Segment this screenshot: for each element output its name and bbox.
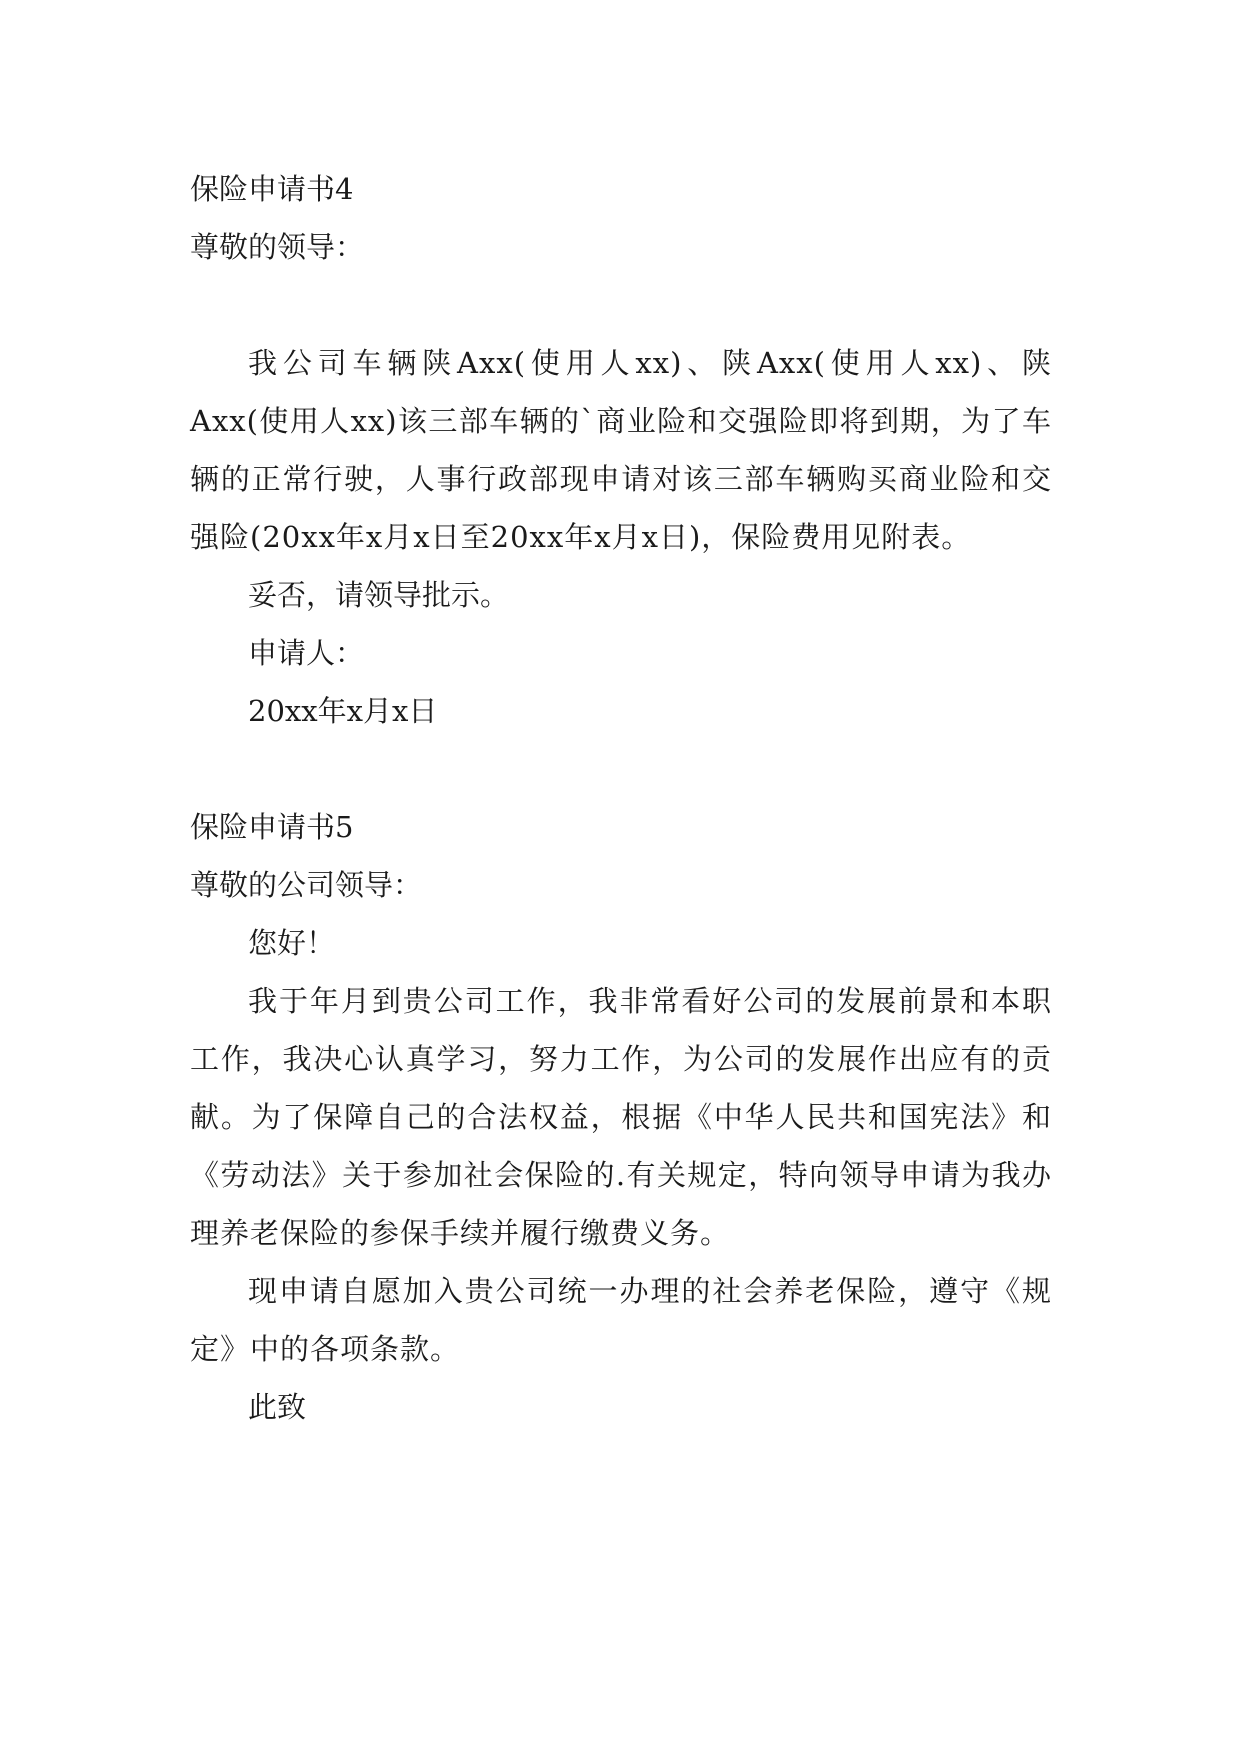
section-title: 保险申请书5 (190, 810, 354, 844)
spacer (190, 276, 1052, 334)
body-paragraph: 我于年月到贵公司工作，我非常看好公司的发展前景和本职工作，我决心认真学习，努力工作，为公司的发展作出应有的贡献。为了保障自己的合法权益，根据《中华人民共和国宪法》和《劳动法》关于参加社会保险的.有关规定，特向领导申请为我办理养老保险的参保手续并履行缴费义务。 (190, 984, 1052, 1250)
application-section-4 (190, 160, 1052, 740)
approval-request: 妥否，请领导批示。 (248, 578, 510, 612)
application-section-5 (190, 798, 1052, 1436)
salutation: 尊敬的公司领导： (190, 868, 423, 902)
section-title: 保险申请书4 (190, 172, 354, 206)
greeting: 您好！ (248, 926, 336, 960)
body-paragraph: 现申请自愿加入贵公司统一办理的社会养老保险，遵守《规定》中的各项条款。 (190, 1274, 1052, 1366)
closing-line: 此致 (248, 1390, 307, 1424)
date-line: 20xx年x月x日 (248, 694, 438, 728)
document-page (190, 160, 1052, 1436)
salutation: 尊敬的领导： (190, 230, 365, 264)
spacer (190, 740, 1052, 798)
applicant-label: 申请人： (248, 636, 365, 670)
body-paragraph: 我公司车辆陕Axx(使用人xx)、陕Axx(使用人xx)、陕Axx(使用人xx)该三部车辆的`商业险和交强险即将到期，为了车辆的正常行驶，人事行政部现申请对该三部车辆购买商业险和交强险(20xx年x月x日至20xx年x月x日)，保险费用见附表。 (190, 346, 1052, 554)
